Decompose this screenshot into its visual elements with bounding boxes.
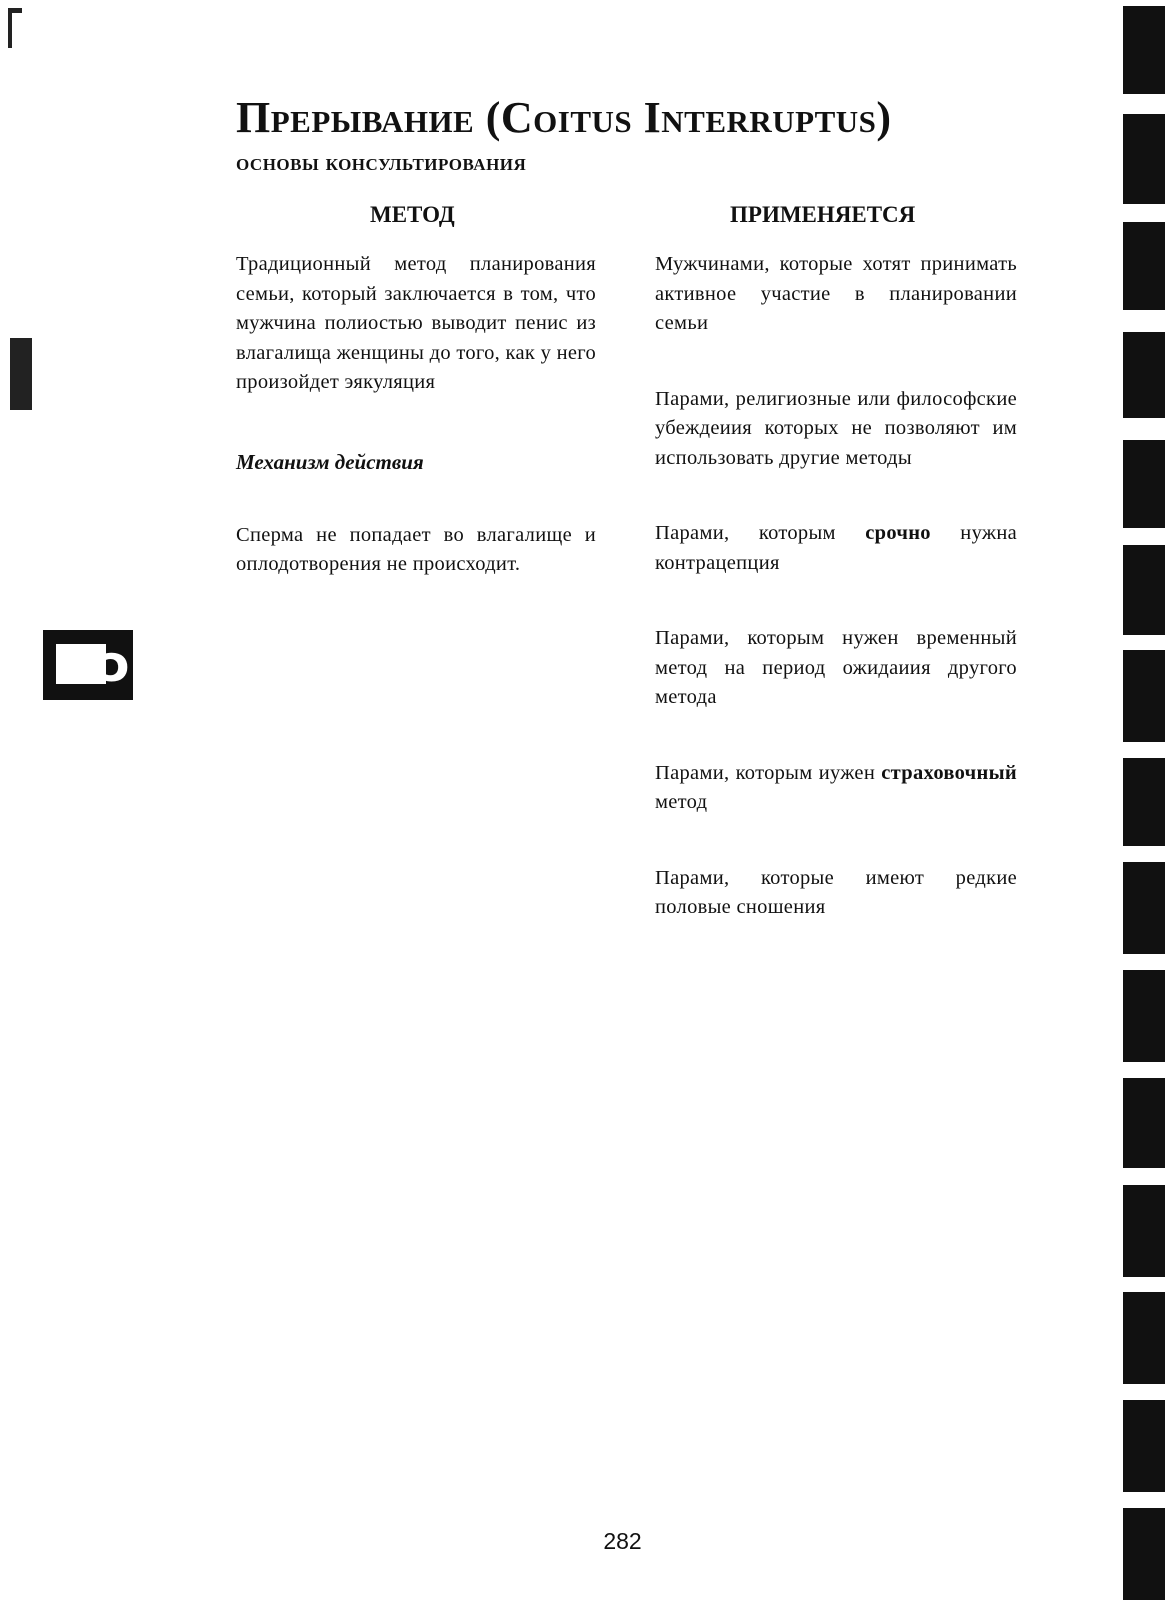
- binding-edge: [1123, 1078, 1165, 1168]
- mechanism-heading: Механизм действия: [236, 449, 424, 474]
- binding-edge: [1123, 545, 1165, 635]
- method-column: [236, 250, 596, 580]
- applies-item-urgent-text-end: нужна контрацепция: [655, 522, 1017, 574]
- binding-edge: [1123, 222, 1165, 310]
- method-column-heading: МЕТОД: [370, 202, 455, 227]
- applies-item-urgent: [655, 519, 1017, 578]
- scan-edge-artifact: [10, 338, 32, 410]
- binding-edge: [1123, 440, 1165, 528]
- binding-edge: [1123, 1185, 1165, 1277]
- binding-edge: [1123, 1400, 1165, 1492]
- applies-item-backup-text: Парами, которым иужен: [655, 761, 882, 784]
- applies-item-backup-emphasis: страховочный: [881, 761, 1017, 784]
- mechanism-text: Сперма не попадает во влагалище и оплодотворения не происходит.: [236, 523, 596, 575]
- binding-edge: [1123, 970, 1165, 1062]
- applies-column-heading: ПРИМЕНЯЕТСЯ: [730, 202, 916, 227]
- scan-corner-mark: [8, 8, 12, 48]
- applies-item-religious: Парами, религиозные или философские убеждеиия которых не позволяют им использовать другие методы: [655, 387, 1017, 469]
- binding-edge: [1123, 650, 1165, 742]
- applies-item-men: Мужчинами, которые хотят принимать активное участие в планировании семьи: [655, 253, 1017, 334]
- binding-edge: [1123, 332, 1165, 418]
- applies-item-backup: [655, 759, 1017, 818]
- binding-edge: [1123, 758, 1165, 846]
- section-tab-icon: ɔ: [43, 630, 133, 700]
- applies-item-infrequent: Парами, которые имеют редкие половые сношения: [655, 866, 1017, 918]
- page-number: 282: [603, 1528, 642, 1554]
- applies-item-temporary: Парами, которым нужен временный метод на период ожидаиия другого метода: [655, 627, 1017, 708]
- applies-column: [655, 250, 1017, 969]
- binding-edge: [1123, 114, 1165, 204]
- binding-edge: [1123, 862, 1165, 954]
- page-subtitle: основы консультирования: [236, 150, 527, 176]
- page-title: Прерывание (Coitus Interruptus): [236, 93, 892, 142]
- applies-item-backup-text-end: метод: [655, 791, 708, 813]
- applies-item-urgent-emphasis: срочно: [865, 522, 931, 544]
- binding-edge: [1123, 6, 1165, 94]
- binding-edge: [1123, 1292, 1165, 1384]
- applies-item-urgent-text: Парами, которым: [655, 522, 866, 544]
- method-description: Традиционный метод планирования семьи, который заключается в том, что мужчина полиостью выводит пенис из влагалища женщины до того, как у него произойдет эякуляция: [236, 253, 596, 393]
